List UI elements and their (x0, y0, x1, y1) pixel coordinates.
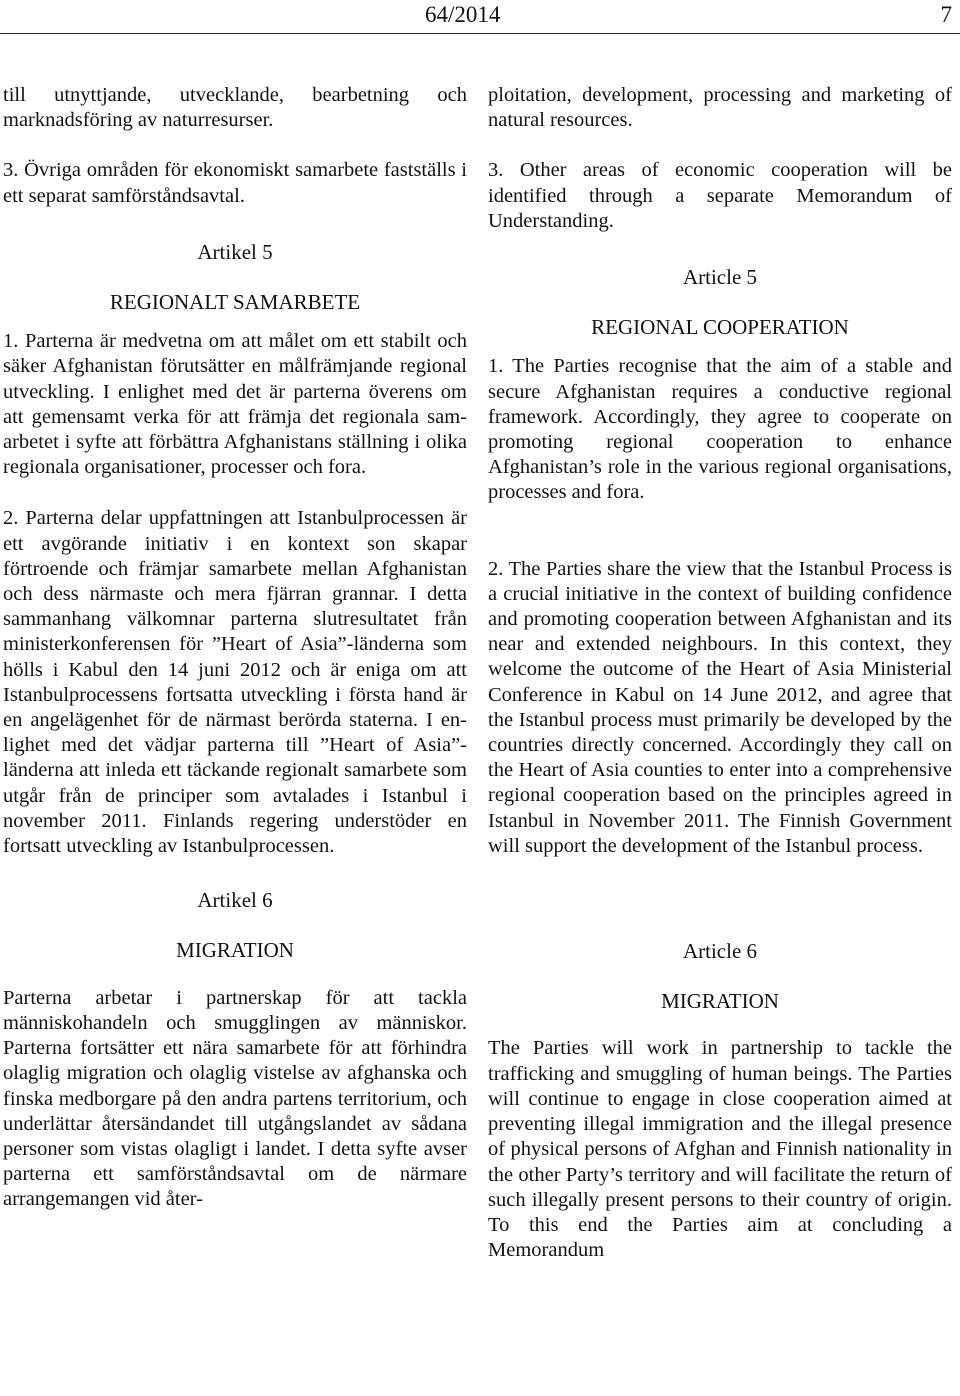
sv-article-5-paragraph-2: 2. Parterna delar uppfattningen att Istanbulprocessen är ett avgörande initiativ i en kontext son skapar förtroende och främjar samarbete mellan Afghanistan och dess närmaste och mera fjärran grannar. I detta sammanhang välkomnar parterna slutresultatet från ministerkonferensen för ”Heart of Asia”-länderna som hölls i Kabul den 14 juni 2012 och är eniga om att Istanbulprocessens fortsatta utveckling i första hand är en angelägenhet för de närmast berörda staterna. I enlighet med det vädjar parterna till ”Heart of Asia”-länderna att inleda ett täckande regionalt samarbete som utgår från de principer som avtalades i Istanbul i november 2011. Finlands regering understöder en fortsatt utveckling av Istanbulprocessen. (3, 507, 467, 858)
en-intro-paragraph: ploitation, development, processing and marketing of natural resources. (488, 84, 952, 132)
sv-article-6-heading: MIGRATION (176, 938, 294, 963)
en-article-6-title: Article 6 (682, 939, 758, 964)
en-article-5-title: Article 5 (682, 265, 758, 290)
en-paragraph-3: 3. Other areas of economic cooperation will be identified through a separate Memorandum of Understanding. (488, 159, 952, 232)
en-article-5-paragraph-2: 2. The Parties share the view that the Istanbul Process is a crucial initiative in the context of building confidence and promoting cooperation between Afghanistan and its near and extended neighbours. In this context, they welcome the outcome of the Heart of Asia Ministerial Conference in Kabul on 14 June 2012, and agree that the Istanbul process must primarily be developed by the countries directly concerned. Accordingly they call on the Heart of Asia counties to enter into a comprehensive regional cooperation based on the principles agreed in Istanbul in November 2011. The Finnish Government will support the development of the Istanbul process. (488, 557, 952, 857)
issue-number: 64/2014 (425, 2, 501, 27)
english-column (488, 83, 952, 1263)
page-header (0, 0, 960, 34)
swedish-column (3, 83, 467, 1213)
sv-article-5-heading: REGIONALT SAMARBETE (109, 290, 361, 315)
sv-article-5-paragraph-1: 1. Parterna är medvetna om att målet om ett stabilt och säker Afghanistan förutsätter en målfrämjande regional utveckling. I enlighet med det är parterna överens om att gemensamt verka för att främja det regionala samarbetet i syfte att förbättra Afghanistans ställning i olika regionala organisationer, processer och fora. (3, 330, 467, 479)
header-rule (0, 33, 960, 34)
sv-article-6-paragraph-1: Parterna arbetar i partnerskap för att tackla människohandeln och smugglingen av människor. Parterna fortsätter ett nära samarbete för att förhindra olaglig migration och olaglig vistelse av afghanska och finska medborgare på den andra partens territorium, och underlättar återsändandet till utgångslandet av sådana personer som vistas olagligt i landet. I detta syfte avser parterna ett samförståndsavtal om de närmare arrangemangen vid åter- (3, 986, 467, 1211)
sv-article-6-title: Artikel 6 (197, 888, 273, 913)
en-article-5-heading: REGIONAL COOPERATION (591, 315, 849, 340)
sv-paragraph-3: 3. Övriga områden för ekonomiskt samarbete fastställs i ett separat samförståndsavtal. (3, 159, 467, 207)
page-number: 7 (940, 2, 952, 27)
en-article-6-paragraph-1: The Parties will work in partnership to tackle the trafficking and smuggling of human beings. The Parties will continue to engage in close cooperation aimed at preventing illegal immigration and the illegal presence of physical persons of Afghan and Finnish nationality in the other Party’s territory and will facilitate the return of such illegally present persons to their country of origin. To this end the Parties aim at concluding a Memorandum (488, 1037, 952, 1262)
sv-intro-paragraph: till utnyttjande, utvecklande, bearbetning och marknadsföring av naturresurser. (3, 84, 467, 132)
en-article-5-paragraph-1: 1. The Parties recognise that the aim of a stable and secure Afghanistan requires a conductive regional framework. Accordingly, they agree to cooperate on promoting regional cooperation to enhance Afghanistan’s role in the various regional organisations, processes and fora. (488, 355, 952, 504)
sv-article-5-title: Artikel 5 (197, 239, 273, 264)
en-article-6-heading: MIGRATION (661, 989, 779, 1014)
